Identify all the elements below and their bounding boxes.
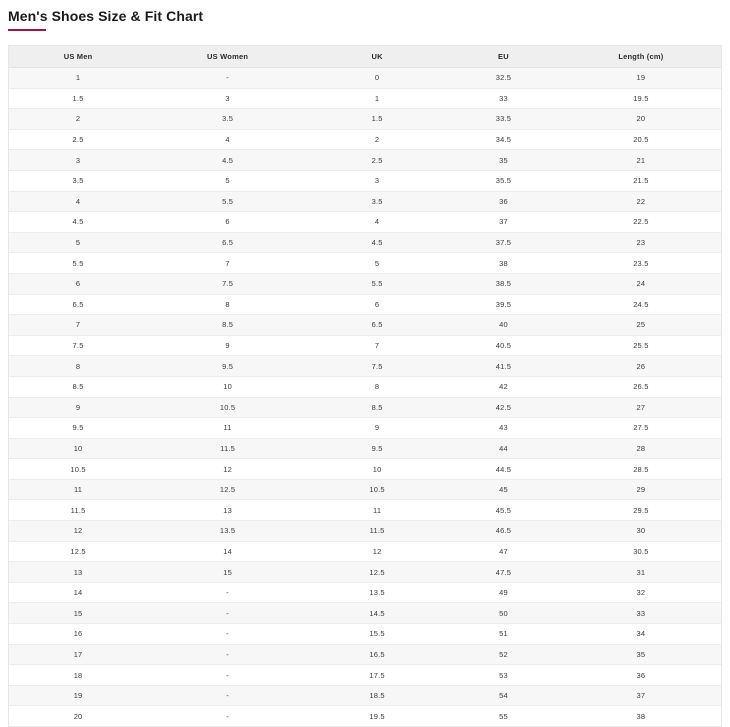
table-cell: - — [147, 685, 308, 706]
table-cell: 4.5 — [9, 212, 147, 233]
table-cell: - — [147, 68, 308, 89]
table-row — [9, 315, 721, 336]
table-cell: - — [147, 582, 308, 603]
table-row — [9, 685, 721, 706]
table-cell: 13.5 — [308, 582, 446, 603]
table-cell: 9 — [9, 397, 147, 418]
table-row — [9, 253, 721, 274]
table-row — [9, 438, 721, 459]
table-row — [9, 521, 721, 542]
table-cell: - — [147, 603, 308, 624]
table-cell: 9.5 — [9, 418, 147, 439]
table-cell: 17 — [9, 644, 147, 665]
table-cell: 11 — [9, 479, 147, 500]
table-row — [9, 541, 721, 562]
table-cell: 44.5 — [446, 459, 561, 480]
table-row — [9, 335, 721, 356]
table-cell: 3.5 — [308, 191, 446, 212]
table-cell: 23.5 — [561, 253, 721, 274]
table-cell: 23 — [561, 232, 721, 253]
table-cell: 11 — [147, 418, 308, 439]
table-cell: 7 — [308, 335, 446, 356]
title-underline-rule — [8, 29, 46, 31]
table-cell: 4.5 — [147, 150, 308, 171]
table-cell: 5.5 — [308, 273, 446, 294]
table-cell: 49 — [446, 582, 561, 603]
table-cell: 27.5 — [561, 418, 721, 439]
table-cell: 37 — [446, 212, 561, 233]
table-cell: 10 — [308, 459, 446, 480]
table-cell: 1.5 — [308, 109, 446, 130]
table-cell: - — [147, 644, 308, 665]
table-cell: 8 — [308, 376, 446, 397]
table-cell: 9 — [147, 335, 308, 356]
table-cell: 6 — [308, 294, 446, 315]
table-row — [9, 562, 721, 583]
table-cell: 9.5 — [308, 438, 446, 459]
table-cell: 15 — [147, 562, 308, 583]
table-cell: 41.5 — [446, 356, 561, 377]
table-cell: 11 — [308, 500, 446, 521]
table-cell: 2.5 — [9, 129, 147, 150]
table-cell: 20 — [561, 109, 721, 130]
table-row — [9, 397, 721, 418]
table-row — [9, 88, 721, 109]
table-cell: 22 — [561, 191, 721, 212]
table-cell: 12.5 — [9, 541, 147, 562]
table-cell: 10 — [147, 376, 308, 397]
table-row — [9, 150, 721, 171]
table-cell: 5.5 — [147, 191, 308, 212]
table-row — [9, 129, 721, 150]
table-cell: 35 — [446, 150, 561, 171]
table-cell: 24 — [561, 273, 721, 294]
table-cell: 18 — [9, 665, 147, 686]
table-cell: 14.5 — [308, 603, 446, 624]
table-cell: 37.5 — [446, 232, 561, 253]
column-header-us-men: US Men — [9, 46, 147, 68]
table-cell: 16.5 — [308, 644, 446, 665]
table-cell: 7.5 — [147, 273, 308, 294]
table-cell: 14 — [147, 541, 308, 562]
table-cell: 24.5 — [561, 294, 721, 315]
table-cell: 19 — [9, 685, 147, 706]
table-cell: 46.5 — [446, 521, 561, 542]
table-cell: 20.5 — [561, 129, 721, 150]
table-cell: 1.5 — [9, 88, 147, 109]
table-row — [9, 479, 721, 500]
table-cell: 5 — [308, 253, 446, 274]
table-cell: 53 — [446, 665, 561, 686]
table-cell: 38 — [446, 253, 561, 274]
table-row — [9, 212, 721, 233]
table-row — [9, 603, 721, 624]
table-cell: 42 — [446, 376, 561, 397]
table-cell: 5.5 — [9, 253, 147, 274]
table-cell: 7 — [147, 253, 308, 274]
table-row — [9, 170, 721, 191]
table-cell: 37 — [561, 685, 721, 706]
table-cell: 34.5 — [446, 129, 561, 150]
table-row — [9, 68, 721, 89]
table-cell: 38 — [561, 706, 721, 727]
table-row — [9, 644, 721, 665]
table-cell: 15 — [9, 603, 147, 624]
table-cell: 3 — [147, 88, 308, 109]
table-cell: 2.5 — [308, 150, 446, 171]
table-cell: 8.5 — [147, 315, 308, 336]
table-cell: 42.5 — [446, 397, 561, 418]
table-cell: 43 — [446, 418, 561, 439]
size-chart-table — [9, 46, 721, 727]
table-cell: 34 — [561, 624, 721, 645]
table-cell: 32 — [561, 582, 721, 603]
table-cell: 10 — [9, 438, 147, 459]
table-cell: - — [147, 665, 308, 686]
table-cell: 51 — [446, 624, 561, 645]
table-cell: 11.5 — [147, 438, 308, 459]
table-cell: - — [147, 706, 308, 727]
table-row — [9, 500, 721, 521]
table-row — [9, 706, 721, 727]
table-cell: 45.5 — [446, 500, 561, 521]
table-cell: 25.5 — [561, 335, 721, 356]
table-cell: 44 — [446, 438, 561, 459]
table-cell: 28.5 — [561, 459, 721, 480]
table-header — [9, 46, 721, 68]
table-row — [9, 582, 721, 603]
table-cell: 3.5 — [147, 109, 308, 130]
table-row — [9, 376, 721, 397]
table-cell: 6 — [9, 273, 147, 294]
table-cell: 9 — [308, 418, 446, 439]
table-cell: 12 — [308, 541, 446, 562]
table-cell: 1 — [308, 88, 446, 109]
table-cell: 54 — [446, 685, 561, 706]
table-cell: 7.5 — [308, 356, 446, 377]
table-cell: 12.5 — [147, 479, 308, 500]
table-cell: 29 — [561, 479, 721, 500]
table-cell: 21.5 — [561, 170, 721, 191]
table-cell: 33 — [446, 88, 561, 109]
table-cell: 19.5 — [561, 88, 721, 109]
column-header-eu: EU — [446, 46, 561, 68]
table-cell: 12 — [147, 459, 308, 480]
table-cell: - — [147, 624, 308, 645]
table-cell: 22.5 — [561, 212, 721, 233]
table-cell: 28 — [561, 438, 721, 459]
table-cell: 3 — [308, 170, 446, 191]
table-cell: 52 — [446, 644, 561, 665]
table-cell: 5 — [147, 170, 308, 191]
table-cell: 6.5 — [308, 315, 446, 336]
table-row — [9, 418, 721, 439]
table-cell: 6 — [147, 212, 308, 233]
table-cell: 1 — [9, 68, 147, 89]
table-cell: 30.5 — [561, 541, 721, 562]
table-cell: 10.5 — [147, 397, 308, 418]
table-cell: 6.5 — [147, 232, 308, 253]
table-cell: 16 — [9, 624, 147, 645]
table-cell: 2 — [9, 109, 147, 130]
table-cell: 12 — [9, 521, 147, 542]
table-cell: 40.5 — [446, 335, 561, 356]
table-cell: 35 — [561, 644, 721, 665]
table-body — [9, 68, 721, 727]
table-cell: 19.5 — [308, 706, 446, 727]
table-cell: 47.5 — [446, 562, 561, 583]
table-cell: 14 — [9, 582, 147, 603]
column-header-us-women: US Women — [147, 46, 308, 68]
table-cell: 9.5 — [147, 356, 308, 377]
table-row — [9, 624, 721, 645]
column-header-uk: UK — [308, 46, 446, 68]
table-cell: 4.5 — [308, 232, 446, 253]
table-cell: 26 — [561, 356, 721, 377]
table-row — [9, 294, 721, 315]
table-header-row — [9, 46, 721, 68]
table-row — [9, 459, 721, 480]
table-cell: 32.5 — [446, 68, 561, 89]
table-cell: 19 — [561, 68, 721, 89]
table-cell: 12.5 — [308, 562, 446, 583]
table-row — [9, 232, 721, 253]
table-cell: 4 — [9, 191, 147, 212]
table-cell: 13 — [9, 562, 147, 583]
table-cell: 47 — [446, 541, 561, 562]
table-cell: 29.5 — [561, 500, 721, 521]
table-cell: 6.5 — [9, 294, 147, 315]
table-cell: 10.5 — [308, 479, 446, 500]
page-title: Men's Shoes Size & Fit Chart — [8, 8, 204, 24]
table-cell: 8.5 — [9, 376, 147, 397]
table-cell: 39.5 — [446, 294, 561, 315]
table-cell: 8.5 — [308, 397, 446, 418]
table-cell: 8 — [147, 294, 308, 315]
table-row — [9, 273, 721, 294]
table-cell: 45 — [446, 479, 561, 500]
table-cell: 25 — [561, 315, 721, 336]
table-cell: 11.5 — [9, 500, 147, 521]
table-cell: 20 — [9, 706, 147, 727]
table-cell: 11.5 — [308, 521, 446, 542]
table-cell: 33 — [561, 603, 721, 624]
column-header-length-cm: Length (cm) — [561, 46, 721, 68]
table-cell: 26.5 — [561, 376, 721, 397]
table-cell: 30 — [561, 521, 721, 542]
size-table-container — [8, 45, 722, 727]
table-cell: 4 — [147, 129, 308, 150]
table-cell: 27 — [561, 397, 721, 418]
table-cell: 38.5 — [446, 273, 561, 294]
table-cell: 15.5 — [308, 624, 446, 645]
table-cell: 17.5 — [308, 665, 446, 686]
table-cell: 3.5 — [9, 170, 147, 191]
table-cell: 0 — [308, 68, 446, 89]
table-cell: 7 — [9, 315, 147, 336]
table-row — [9, 356, 721, 377]
table-cell: 40 — [446, 315, 561, 336]
table-cell: 13 — [147, 500, 308, 521]
table-cell: 18.5 — [308, 685, 446, 706]
table-cell: 13.5 — [147, 521, 308, 542]
table-cell: 36 — [446, 191, 561, 212]
table-cell: 21 — [561, 150, 721, 171]
table-row — [9, 191, 721, 212]
table-row — [9, 109, 721, 130]
table-cell: 31 — [561, 562, 721, 583]
table-cell: 35.5 — [446, 170, 561, 191]
table-cell: 10.5 — [9, 459, 147, 480]
table-cell: 3 — [9, 150, 147, 171]
table-cell: 8 — [9, 356, 147, 377]
table-cell: 33.5 — [446, 109, 561, 130]
table-cell: 4 — [308, 212, 446, 233]
table-cell: 50 — [446, 603, 561, 624]
table-cell: 36 — [561, 665, 721, 686]
table-cell: 55 — [446, 706, 561, 727]
table-cell: 7.5 — [9, 335, 147, 356]
table-cell: 2 — [308, 129, 446, 150]
table-row — [9, 665, 721, 686]
table-cell: 5 — [9, 232, 147, 253]
